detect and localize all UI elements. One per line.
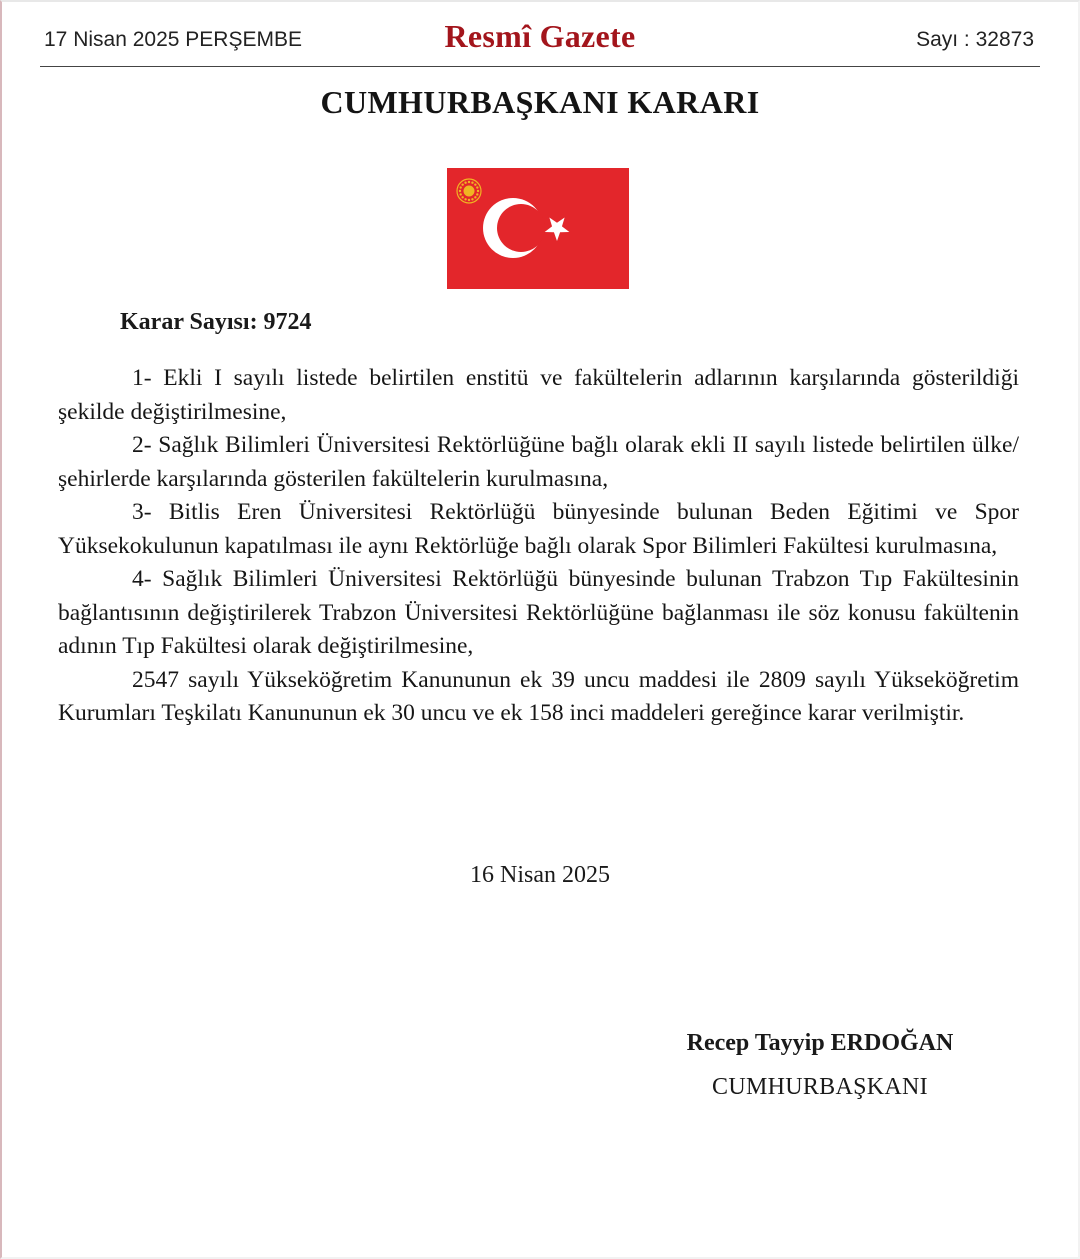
seal-star-icon [461, 196, 463, 198]
seal-star-icon [474, 196, 476, 198]
seal-star-icon [474, 183, 476, 185]
seal-star-icon [476, 193, 478, 195]
seal-star-icon [471, 198, 473, 200]
seal-star-icon [459, 190, 461, 192]
seal-star-icon [464, 198, 466, 200]
issue-number: Sayı : 32873 [916, 28, 1034, 51]
seal-star-icon [459, 193, 461, 195]
header-date: 17 Nisan 2025 PERŞEMBE [44, 28, 302, 51]
gazette-title: Resmî Gazete [444, 18, 636, 54]
paragraph-3: 3- Bitlis Eren Üniversitesi Rektörlüğü bünyesinde bulunan Beden Eğitimi ve Spor Yüksekokulunun kapatılması ile aynı Rektörlüğe bağlı olarak Spor Bilimleri Fakültesi kurulmasına, [58, 499, 1019, 559]
turkish-flag-icon [447, 168, 629, 289]
gazette-header [40, 14, 1040, 67]
decision-number: Karar Sayısı: 9724 [120, 309, 312, 335]
seal-star-icon [468, 181, 470, 183]
signer-name: Recep Tayyip ERDOĞAN [686, 1030, 954, 1056]
seal-star-icon [477, 190, 479, 192]
seal-star-icon [468, 199, 470, 201]
document-title: CUMHURBAŞKANI KARARI [320, 84, 760, 120]
signing-date: 16 Nisan 2025 [470, 862, 610, 888]
seal-star-icon [471, 181, 473, 183]
paragraph-2: 2- Sağlık Bilimleri Üniversitesi Rektörlüğüne bağlı olarak ekli II sayılı listede belirtilen ülke/şehirlerde karşılarında gösterilen fakültelerin kurulmasına, [58, 432, 1019, 492]
seal-star-icon [459, 186, 461, 188]
paragraph-legal-basis: 2547 sayılı Yükseköğretim Kanununun ek 39 uncu maddesi ile 2809 sayılı Yükseköğretim Kurumları Teşkilatı Kanununun ek 30 uncu ve ek 158 inci maddeleri gereğince karar verilmiştir. [58, 666, 1019, 726]
seal-star-icon [476, 186, 478, 188]
signer-title: CUMHURBAŞKANI [712, 1074, 928, 1100]
decision-body [58, 362, 1019, 731]
seal-star-icon [461, 183, 463, 185]
seal-star-icon [464, 181, 466, 183]
paragraph-1: 1- Ekli I sayılı listede belirtilen enstitü ve fakültelerin adlarının karşılarında gösterildiği şekilde değiştirilmesine, [58, 365, 1019, 425]
paragraph-4: 4- Sağlık Bilimleri Üniversitesi Rektörlüğü bünyesinde bulunan Trabzon Tıp Fakültesinin bağlantısının değiştirilerek Trabzon Üniversitesi Rektörlüğüne bağlanması ile söz konusu fakültenin adının Tıp Fakültesi olarak değiştirilmesine, [58, 566, 1019, 659]
